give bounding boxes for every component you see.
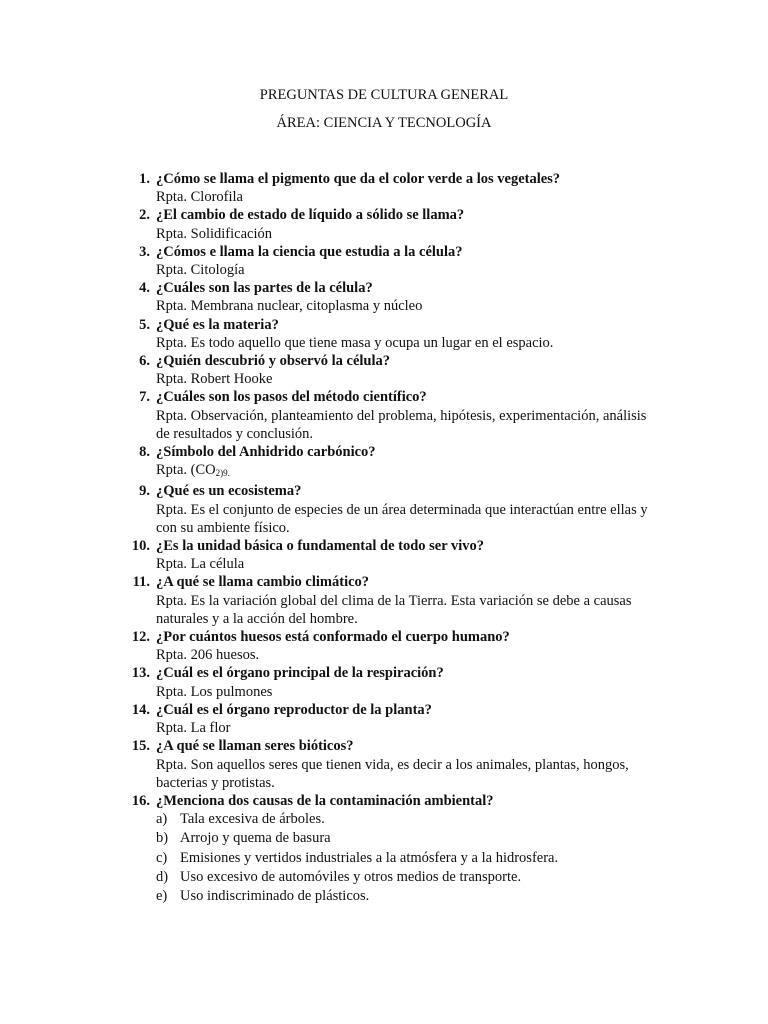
question-item: [0, 388, 768, 443]
question-text: ¿Quién descubrió y observó la célula?: [156, 353, 391, 370]
list-letter: d): [156, 868, 169, 885]
question-text: ¿Cómo se llama el pigmento que da el color verde a los vegetales?: [156, 171, 561, 187]
question-number: 9.: [139, 483, 150, 500]
question-text: ¿A qué se llaman seres bióticos?: [156, 738, 354, 755]
question-item: [0, 170, 768, 206]
question-number: 3.: [139, 243, 150, 260]
question-item: [0, 316, 768, 352]
question-number: 14.: [131, 701, 150, 718]
answer-list-item: [0, 829, 768, 848]
list-item-text: Emisiones y vertidos industriales a la atmósfera y a la hidrosfera.: [180, 849, 559, 866]
question-item: [0, 206, 768, 242]
list-letter: c): [156, 849, 168, 866]
question-number: 12.: [131, 629, 150, 646]
answer-text: Rpta. Membrana nuclear, citoplasma y núcleo: [156, 298, 423, 315]
question-item: [0, 243, 768, 279]
question-number: 13.: [131, 665, 150, 682]
question-item: [0, 352, 768, 388]
answer-text: Rpta. Es la variación global del clima de la Tierra. Esta variación se debe a causas naturales y a la acción del hombre.: [156, 592, 632, 627]
question-text: ¿Símbolo del Anhidrido carbónico?: [156, 444, 376, 461]
question-item: [0, 792, 768, 906]
question-number: 11.: [132, 574, 150, 591]
question-text: ¿Qué es un ecosistema?: [156, 483, 302, 500]
list-letter: e): [156, 887, 168, 904]
question-item: [0, 573, 768, 628]
answer-text: Rpta. Citología: [156, 262, 245, 279]
answer-prefix: Rpta. (CO: [156, 462, 216, 479]
question-item: [0, 279, 768, 315]
question-number: 1.: [139, 171, 150, 187]
question-text: ¿Cuál es el órgano principal de la respiración?: [156, 665, 444, 682]
question-number: 2.: [139, 207, 150, 224]
question-text: ¿Es la unidad básica o fundamental de todo ser vivo?: [156, 538, 485, 555]
list-letter: b): [156, 830, 169, 847]
answer-text: Rpta. Robert Hooke: [156, 371, 273, 388]
question-text: ¿A qué se llama cambio climático?: [156, 574, 370, 591]
list-letter: a): [156, 811, 168, 828]
question-number: 15.: [131, 738, 150, 755]
answer-text: Rpta. La flor: [156, 720, 231, 737]
answer-text: Rpta. La célula: [156, 556, 245, 573]
list-item-text: Uso indiscriminado de plásticos.: [180, 887, 370, 904]
question-text: ¿Menciona dos causas de la contaminación ambiental?: [156, 792, 494, 809]
answer-text: Rpta. Clorofila: [156, 189, 243, 206]
answer-text: Rpta. Son aquellos seres que tienen vida, es decir a los animales, plantas, hongos, bacterias y protistas.: [156, 756, 629, 791]
answer-text: [156, 461, 656, 482]
question-item: [0, 482, 768, 537]
answer-list-item: [0, 887, 768, 906]
page-title: PREGUNTAS DE CULTURA GENERAL: [259, 87, 509, 103]
question-item: [0, 701, 768, 737]
question-item: [0, 737, 768, 792]
question-number: 16.: [131, 792, 150, 809]
question-number: 5.: [139, 316, 150, 333]
question-item: [0, 537, 768, 573]
question-text: ¿Cuáles son las partes de la célula?: [156, 280, 373, 297]
question-text: ¿Cuáles son los pasos del método científico?: [156, 389, 427, 406]
answer-text: Rpta. 206 huesos.: [156, 647, 260, 664]
answer-list-item: [0, 868, 768, 887]
question-item: [0, 628, 768, 664]
question-item: [0, 664, 768, 700]
list-item-text: Tala excesiva de árboles.: [180, 811, 325, 828]
answer-text: Rpta. Es todo aquello que tiene masa y ocupa un lugar en el espacio.: [156, 334, 554, 351]
answer-text: Rpta. Observación, planteamiento del problema, hipótesis, experimentación, análisis de resultados y conclusión.: [156, 407, 647, 442]
answer-text: Rpta. Los pulmones: [156, 683, 273, 700]
answer-subscript: 2)9.: [215, 468, 230, 479]
question-list: [0, 170, 768, 906]
question-item: [0, 443, 768, 482]
list-item-text: Uso excesivo de automóviles y otros medios de transporte.: [180, 868, 522, 885]
question-number: 4.: [139, 280, 150, 297]
list-item-text: Arrojo y quema de basura: [180, 830, 331, 847]
answer-text: Rpta. Solidificación: [156, 225, 272, 242]
answer-text: Rpta. Es el conjunto de especies de un área determinada que interactúan entre ellas y con su ambiente físico.: [156, 501, 648, 536]
answer-list-item: [0, 849, 768, 868]
question-number: 8.: [139, 444, 150, 461]
question-text: ¿El cambio de estado de líquido a sólido se llama?: [156, 207, 465, 224]
question-text: ¿Cuál es el órgano reproductor de la planta?: [156, 701, 432, 718]
question-text: ¿Qué es la materia?: [156, 316, 279, 333]
question-number: 6.: [139, 353, 150, 370]
page-subtitle: ÁREA: CIENCIA Y TECNOLOGÍA: [276, 115, 492, 131]
question-number: 7.: [139, 389, 150, 406]
answer-list-item: [0, 810, 768, 829]
question-number: 10.: [131, 538, 150, 555]
question-text: ¿Cómos e llama la ciencia que estudia a la célula?: [156, 243, 463, 260]
question-text: ¿Por cuántos huesos está conformado el cuerpo humano?: [156, 629, 510, 646]
